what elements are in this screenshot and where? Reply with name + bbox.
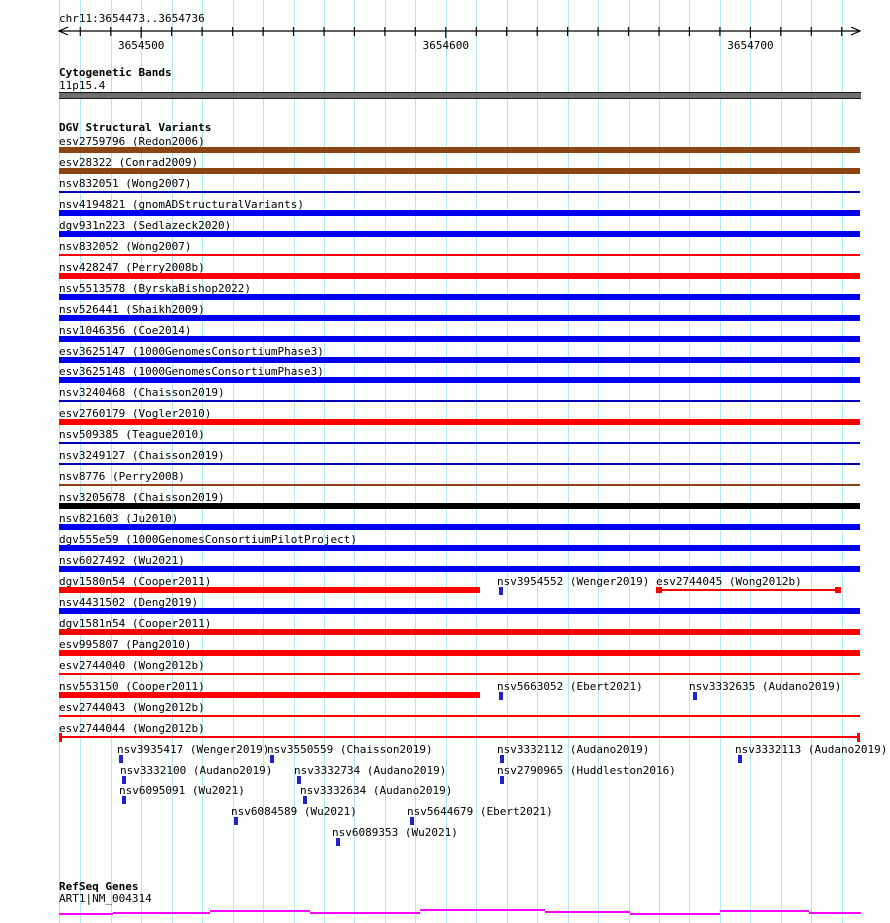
grid-line [568,0,569,923]
grid-line [598,0,599,923]
grid-line [659,0,660,923]
grid-line [842,0,843,923]
variant-point[interactable] [122,796,126,804]
variant-label[interactable]: nsv3935417 (Wenger2019) [117,743,270,756]
variant-point[interactable] [336,838,340,846]
variant-label[interactable]: esv2744040 (Wong2012b) [59,659,205,672]
gene-segment[interactable] [720,910,809,912]
variant-label[interactable]: nsv1046356 (Coe2014) [59,324,192,337]
refseq-gene-label[interactable]: ART1|NM_004314 [59,892,152,905]
grid-line [263,0,264,923]
variant-label[interactable]: nsv526441 (Shaikh2009) [59,303,205,316]
cytogenetic-bands-title: Cytogenetic Bands [59,66,172,79]
region-coordinates-label: chr11:3654473..3654736 [59,12,205,25]
variant-label[interactable]: nsv3332734 (Audano2019) [294,764,447,777]
gene-segment[interactable] [809,912,861,914]
variant-point[interactable] [303,796,307,804]
variant-label[interactable]: dgv1581n54 (Cooper2011) [59,617,212,630]
grid-line [811,0,812,923]
variant-label[interactable]: nsv3332634 (Audano2019) [300,784,453,797]
variant-label[interactable]: esv995807 (Pang2010) [59,638,192,651]
variant-label[interactable]: esv2744045 (Wong2012b) [656,575,802,588]
variant-point[interactable] [738,755,742,763]
variant-label[interactable]: esv2744044 (Wong2012b) [59,722,205,735]
variant-point[interactable] [499,692,503,700]
variant-point[interactable] [234,817,238,825]
variant-label[interactable]: nsv3550559 (Chaisson2019) [267,743,433,756]
gene-segment[interactable] [113,912,210,914]
variant-label[interactable]: nsv428247 (Perry2008b) [59,261,205,274]
variant-label[interactable]: nsv3332100 (Audano2019) [120,764,273,777]
gene-segment[interactable] [210,910,310,912]
axis-tick-label: 3654700 [727,39,774,52]
variant-label[interactable]: esv2744043 (Wong2012b) [59,701,205,714]
variant-label[interactable]: nsv4194821 (gnomADStructuralVariants) [59,198,305,211]
gene-segment[interactable] [310,912,420,914]
variant-label[interactable]: nsv3240468 (Chaisson2019) [59,386,225,399]
variant-interval-cap[interactable] [835,587,841,593]
grid-line [476,0,477,923]
variant-label[interactable]: dgv931n223 (Sedlazeck2020) [59,219,232,232]
variant-label[interactable]: dgv1580n54 (Cooper2011) [59,575,212,588]
variant-label[interactable]: esv3625148 (1000GenomesConsortiumPhase3) [59,365,324,378]
variant-thin-line[interactable] [59,673,860,675]
gene-segment[interactable] [59,913,113,915]
variant-label[interactable]: nsv6084589 (Wu2021) [231,805,357,818]
grid-line [629,0,630,923]
cytoband-bar[interactable] [59,92,861,99]
variant-label[interactable]: nsv6095091 (Wu2021) [119,784,245,797]
dgv-structural-variants-title: DGV Structural Variants [59,121,212,134]
variant-point[interactable] [410,817,414,825]
variant-thin-line[interactable] [59,715,860,717]
grid-line [507,0,508,923]
variant-label[interactable]: nsv3205678 (Chaisson2019) [59,491,225,504]
gene-segment[interactable] [420,909,545,911]
gene-segment[interactable] [630,913,720,915]
variant-point[interactable] [500,755,504,763]
variant-label[interactable]: nsv2790965 (Huddleston2016) [497,764,676,777]
variant-thin-line[interactable] [59,191,860,193]
axis-tick-label: 3654600 [422,39,469,52]
grid-line [720,0,721,923]
grid-line [781,0,782,923]
variant-label[interactable]: nsv3332113 (Audano2019) [735,743,888,756]
variant-capline-cap[interactable] [857,733,860,742]
variant-label[interactable]: nsv4431502 (Deng2019) [59,596,199,609]
variant-point[interactable] [119,755,123,763]
grid-line [689,0,690,923]
variant-label[interactable]: nsv832052 (Wong2007) [59,240,192,253]
refseq-genes-title: RefSeq Genes [59,880,139,893]
variant-point[interactable] [297,776,301,784]
grid-line [537,0,538,923]
variant-label[interactable]: nsv8776 (Perry2008) [59,470,185,483]
variant-thin-line[interactable] [59,254,860,256]
variant-label[interactable]: dgv555e59 (1000GenomesConsortiumPilotProject) [59,533,358,546]
variant-thin-line[interactable] [59,463,860,465]
variant-point[interactable] [122,776,126,784]
variant-label[interactable]: nsv509385 (Teague2010) [59,428,205,441]
gene-segment[interactable] [545,911,630,913]
variant-label[interactable]: nsv3954552 (Wenger2019) [497,575,650,588]
variant-label[interactable]: nsv5513578 (ByrskaBishop2022) [59,282,252,295]
variant-label[interactable]: nsv553150 (Cooper2011) [59,680,205,693]
variant-label[interactable]: esv3625147 (1000GenomesConsortiumPhase3) [59,345,324,358]
grid-line [750,0,751,923]
ruler-axis[interactable] [0,0,890,58]
variant-point[interactable] [499,587,503,595]
variant-label[interactable]: esv2759796 (Redon2006) [59,135,205,148]
variant-label[interactable]: nsv821603 (Ju2010) [59,512,179,525]
variant-label[interactable]: nsv5644679 (Ebert2021) [407,805,553,818]
variant-label[interactable]: nsv6089353 (Wu2021) [332,826,458,839]
axis-tick-label: 3654500 [118,39,165,52]
variant-interval-line[interactable] [658,589,838,591]
variant-bar[interactable] [59,524,860,530]
variant-label[interactable]: nsv6027492 (Wu2021) [59,554,185,567]
variant-label[interactable]: nsv5663052 (Ebert2021) [497,680,643,693]
variant-label[interactable]: nsv3332112 (Audano2019) [497,743,650,756]
grid-line [294,0,295,923]
variant-label[interactable]: nsv3332635 (Audano2019) [689,680,842,693]
variant-thin-line[interactable] [59,442,860,444]
cytoband-label: 11p15.4 [59,79,106,92]
variant-label[interactable]: nsv3249127 (Chaisson2019) [59,449,225,462]
variant-point[interactable] [500,776,504,784]
variant-thin-line[interactable] [59,400,860,402]
variant-thin-line[interactable] [59,484,860,486]
variant-label[interactable]: esv28322 (Conrad2009) [59,156,199,169]
variant-label[interactable]: nsv832051 (Wong2007) [59,177,192,190]
variant-point[interactable] [693,692,697,700]
variant-label[interactable]: esv2760179 (Vogler2010) [59,407,212,420]
variant-capline[interactable] [59,736,860,738]
variant-point[interactable] [270,755,274,763]
